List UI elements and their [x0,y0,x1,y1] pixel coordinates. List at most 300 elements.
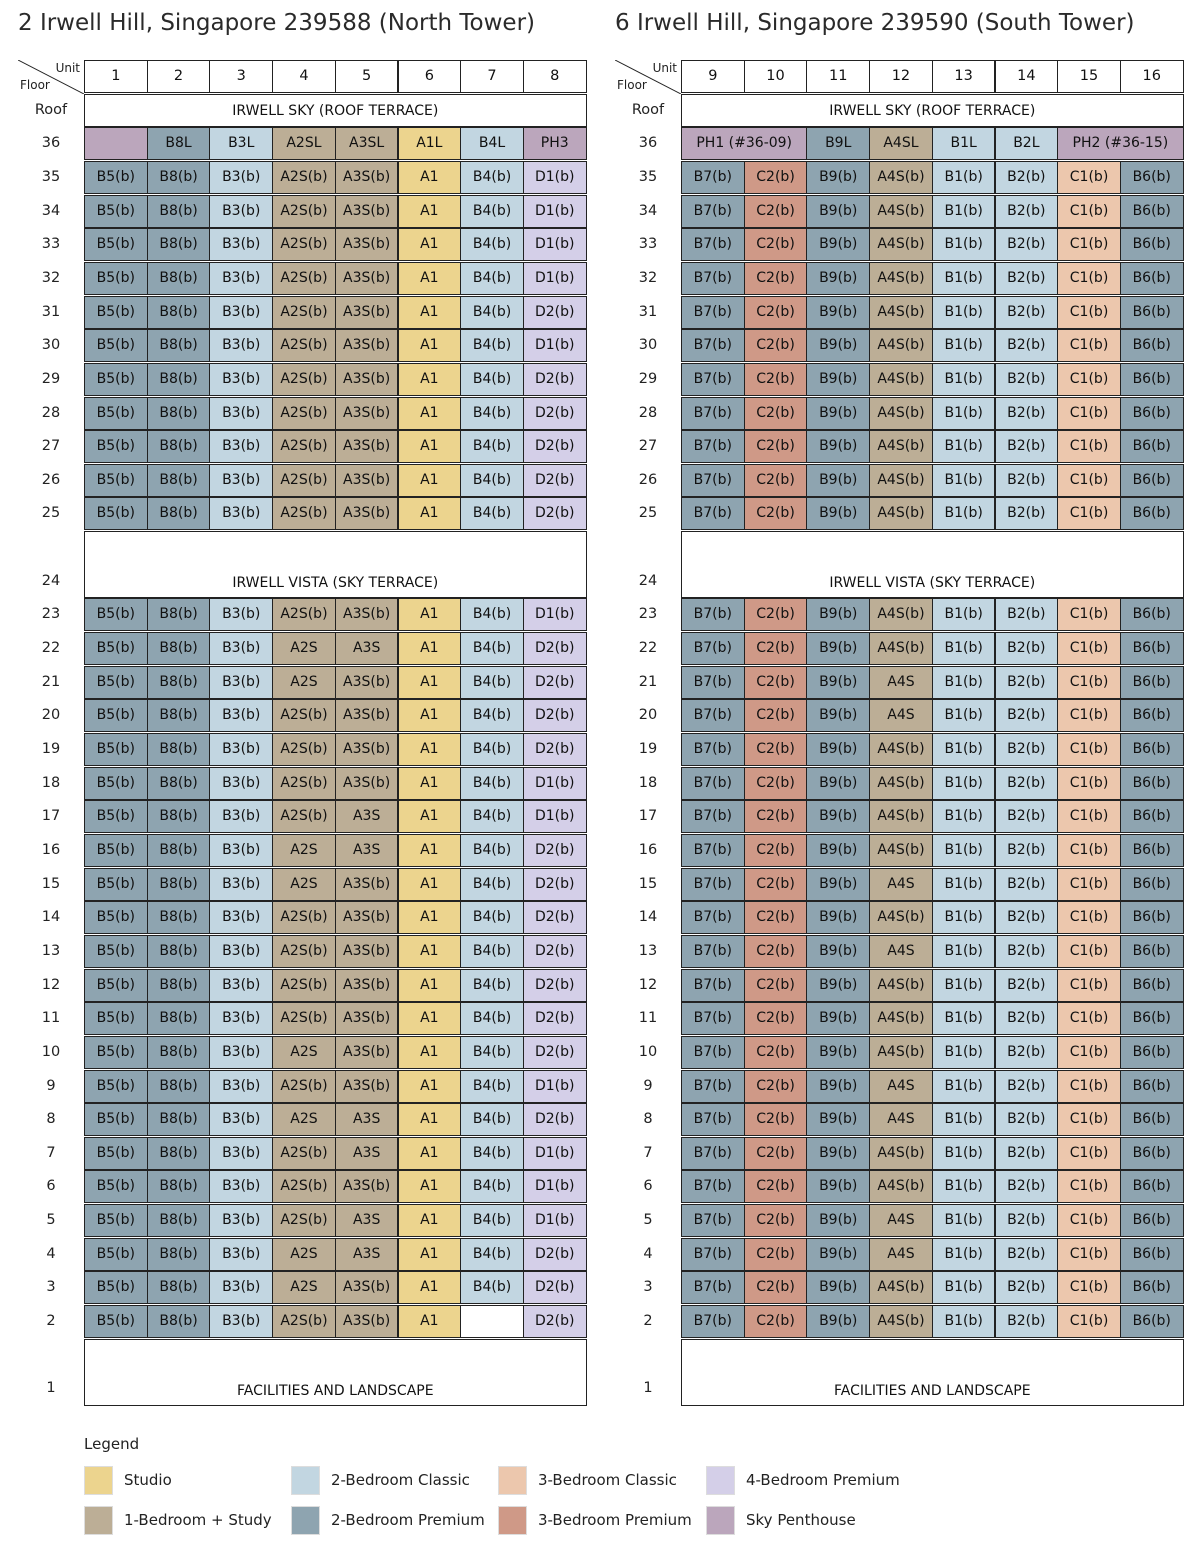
unit-cell: A2S(b) [272,497,336,530]
unit-cell: B9(b) [806,598,870,631]
unit-cell: A4S(b) [869,497,933,530]
unit-cell: B8(b) [147,699,211,732]
floor-number: 21 [638,673,658,690]
unit-cell: C2(b) [744,767,808,800]
unit-cell: D2(b) [523,666,587,699]
floor-number: 2 [46,1313,56,1330]
unit-cell: B5(b) [84,430,148,463]
unit-cell: B5(b) [84,868,148,901]
unit-cell: D1(b) [523,1204,587,1237]
unit-cell: A4S(b) [869,195,933,228]
unit-cell: PH3 [523,127,587,160]
floor-number: 28 [638,404,658,421]
unit-cell: C2(b) [744,262,808,295]
unit-cell: B6(b) [1120,1305,1184,1338]
unit-cell: C2(b) [744,868,808,901]
floor-row [615,329,1183,362]
floor-row [615,497,1183,530]
unit-cell: B1(b) [932,195,996,228]
unit-number: 8 [523,60,587,93]
floor-number: 30 [41,337,61,354]
floor-number: 21 [41,673,61,690]
unit-cell: B6(b) [1120,868,1184,901]
unit-cell: B3(b) [209,1103,273,1136]
unit-cell: B7(b) [681,1170,745,1203]
unit-cell: B9(b) [806,329,870,362]
unit-cell: C1(b) [1057,430,1121,463]
unit-cell: C1(b) [1057,1170,1121,1203]
unit-cell: A2S(b) [272,161,336,194]
floor-number: 33 [41,236,61,253]
floor-row [18,1002,586,1035]
unit-cell: A1 [398,1305,462,1338]
unit-cell: A4S [869,666,933,699]
unit-cell: C2(b) [744,1204,808,1237]
unit-cell: B9(b) [806,195,870,228]
unit-number: 7 [460,60,524,93]
unit-cell: B4(b) [460,767,524,800]
unit-cell: B4(b) [460,1103,524,1136]
unit-cell: B8(b) [147,363,211,396]
unit-cell: A1 [398,228,462,261]
unit-cell: B2(b) [995,666,1059,699]
unit-cell: A2S(b) [272,901,336,934]
unit-cell: A2S [272,1103,336,1136]
unit-cell: B4(b) [460,464,524,497]
unit-cell: D2(b) [523,733,587,766]
floor-row [18,1036,586,1069]
unit-cell: B9(b) [806,1204,870,1237]
unit-cell: D2(b) [523,868,587,901]
legend-swatch [706,1466,735,1495]
roof-terrace-band-label: IRWELL SKY (ROOF TERRACE) [232,103,439,120]
unit-cell: B1(b) [932,363,996,396]
legend-item-4bp [706,1466,916,1496]
unit-cell: C1(b) [1057,296,1121,329]
unit-cell: A1 [398,868,462,901]
legend-item-3bp [498,1506,708,1536]
unit-cell: B3(b) [209,1137,273,1170]
unit-cell: B1(b) [932,598,996,631]
unit-cell: A4S(b) [869,161,933,194]
unit-cell: B8L [147,127,211,160]
unit-cell: D1(b) [523,161,587,194]
unit-cell: C1(b) [1057,1036,1121,1069]
unit-cell: B4(b) [460,935,524,968]
unit-cell: A2S(b) [272,195,336,228]
floor-number: 29 [41,370,61,387]
unit-cell: B6(b) [1120,699,1184,732]
unit-cell: A3S [335,1238,399,1271]
floor-row [18,262,586,295]
legend-item-3bc [498,1466,708,1496]
unit-cell: B2(b) [995,329,1059,362]
unit-cell: B3(b) [209,161,273,194]
unit-cell: A4S(b) [869,464,933,497]
unit-cell: B5(b) [84,935,148,968]
unit-cell: A4S(b) [869,296,933,329]
unit-axis-label: Unit [652,61,677,75]
unit-cell: C2(b) [744,1305,808,1338]
unit-number: 16 [1120,60,1184,93]
facilities-band [84,1339,587,1406]
floor-row [18,1103,586,1136]
unit-cell: A2S(b) [272,1170,336,1203]
unit-cell: B8(b) [147,598,211,631]
unit-cell: A1 [398,1070,462,1103]
floor-row [615,161,1183,194]
legend-label: 3-Bedroom Premium [538,1511,692,1529]
unit-cell: B7(b) [681,497,745,530]
unit-cell: B2(b) [995,161,1059,194]
unit-cell: C1(b) [1057,666,1121,699]
unit-cell: C2(b) [744,363,808,396]
unit-cell: C2(b) [744,228,808,261]
unit-cell: B6(b) [1120,363,1184,396]
unit-cell: B7(b) [681,195,745,228]
unit-cell: B3(b) [209,363,273,396]
unit-cell: A4S(b) [869,397,933,430]
unit-cell: A1 [398,195,462,228]
unit-cell: B1(b) [932,161,996,194]
floor-number: 18 [638,774,658,791]
unit-cell: B3(b) [209,296,273,329]
unit-cell: A3S(b) [335,1271,399,1304]
unit-cell: B8(b) [147,262,211,295]
floor-row [18,699,586,732]
unit-cell: B3(b) [209,464,273,497]
floor-number: 26 [41,471,61,488]
unit-cell: A2S(b) [272,699,336,732]
tower-title: 6 Irwell Hill, Singapore 239590 (South Tower) [615,10,1135,36]
floor-number: 8 [643,1111,653,1128]
unit-cell: B8(b) [147,800,211,833]
unit-cell: A3S [335,834,399,867]
floor-number: 1 [46,1380,56,1397]
unit-cell: D2(b) [523,397,587,430]
unit-number: 3 [209,60,273,93]
unit-cell: B5(b) [84,1170,148,1203]
unit-cell: B6(b) [1120,397,1184,430]
unit-cell: B9(b) [806,969,870,1002]
floor-number: 11 [41,1010,61,1027]
floor-row [615,430,1183,463]
unit-cell: C2(b) [744,1002,808,1035]
unit-cell: B4(b) [460,262,524,295]
unit-cell: A1 [398,666,462,699]
unit-cell: B1(b) [932,868,996,901]
unit-cell: B8(b) [147,1170,211,1203]
unit-cell: B9(b) [806,1238,870,1271]
floor-number: 19 [638,741,658,757]
unit-cell: B3(b) [209,262,273,295]
unit-cell: B4(b) [460,1137,524,1170]
unit-cell: A2S(b) [272,262,336,295]
unit-cell: D1(b) [523,262,587,295]
floor-number: 4 [46,1245,56,1262]
unit-cell: B1(b) [932,1070,996,1103]
unit-cell: A1 [398,430,462,463]
unit-cell: B2(b) [995,430,1059,463]
unit-cell: A2S(b) [272,430,336,463]
floor-number: 8 [46,1111,56,1128]
unit-cell: A3S [335,632,399,665]
unit-cell: B6(b) [1120,800,1184,833]
unit-cell: B5(b) [84,161,148,194]
unit-cell: B7(b) [681,1002,745,1035]
legend-label: Studio [124,1471,172,1489]
unit-cell: C2(b) [744,666,808,699]
unit-cell: A1 [398,969,462,1002]
unit-cell: B3(b) [209,969,273,1002]
unit-cell: A2S(b) [272,228,336,261]
unit-cell: PH2 (#36-15) [1057,127,1183,160]
unit-cell: B3(b) [209,430,273,463]
floor-row [615,800,1183,833]
unit-cell: C1(b) [1057,262,1121,295]
unit-cell: B2(b) [995,464,1059,497]
unit-cell: A3S(b) [335,363,399,396]
unit-cell: D2(b) [523,632,587,665]
floor-number: 22 [41,640,61,657]
unit-cell: B5(b) [84,969,148,1002]
legend-swatch [291,1506,320,1535]
unit-cell: B7(b) [681,800,745,833]
unit-cell: C2(b) [744,632,808,665]
floor-number: 7 [46,1144,56,1161]
floor-row [615,1238,1183,1271]
unit-cell: A3S [335,1204,399,1237]
unit-cell: A3S(b) [335,1170,399,1203]
unit-cell: C2(b) [744,1137,808,1170]
floor-row [615,363,1183,396]
floor-number: 9 [643,1077,653,1094]
unit-cell: B7(b) [681,901,745,934]
unit-cell: A4S(b) [869,262,933,295]
unit-cell: A1 [398,598,462,631]
unit-cell: A3S [335,1137,399,1170]
floor-row [18,901,586,934]
unit-number: 13 [932,60,996,93]
unit-cell: B1(b) [932,296,996,329]
unit-cell: A1 [398,1271,462,1304]
floor-number: 35 [638,168,658,185]
unit-cell: B4(b) [460,1271,524,1304]
unit-cell: B9(b) [806,1271,870,1304]
unit-cell: B9(b) [806,699,870,732]
unit-cell: B8(b) [147,296,211,329]
unit-cell: B8(b) [147,497,211,530]
sky-terrace-band-label: IRWELL VISTA (SKY TERRACE) [829,575,1036,592]
floor-number: 10 [638,1043,658,1060]
unit-cell: B3(b) [209,632,273,665]
floor-row [18,397,586,430]
unit-cell: A1 [398,1204,462,1237]
unit-cell: A3S(b) [335,397,399,430]
floor-row [615,127,1183,160]
floor-row [18,1070,586,1103]
unit-cell [460,1305,524,1338]
unit-cell: B5(b) [84,699,148,732]
unit-number: 12 [869,60,933,93]
roof-terrace-band [84,94,587,128]
unit-cell: B2(b) [995,767,1059,800]
unit-cell: B6(b) [1120,901,1184,934]
unit-cell: A3S(b) [335,699,399,732]
floor-number: 29 [638,370,658,387]
unit-cell: A2S(b) [272,329,336,362]
floor-number: 12 [638,976,658,993]
floor-row [18,497,586,530]
floor-number: 18 [41,774,61,791]
unit-cell: A1 [398,935,462,968]
unit-cell: A2SL [272,127,336,160]
floor-row [615,1271,1183,1304]
unit-cell: B4(b) [460,901,524,934]
unit-cell: A2S(b) [272,767,336,800]
unit-cell: A1 [398,161,462,194]
legend-item-sky [706,1506,916,1536]
unit-cell: B3(b) [209,800,273,833]
unit-cell: PH1 (#36-09) [681,127,807,160]
unit-cell: B1(b) [932,1271,996,1304]
floor-row [615,935,1183,968]
floor-number: 20 [41,707,61,724]
unit-cell: C1(b) [1057,497,1121,530]
unit-cell: B6(b) [1120,834,1184,867]
unit-cell: B7(b) [681,430,745,463]
unit-cell: B5(b) [84,1305,148,1338]
unit-cell: A2S(b) [272,464,336,497]
unit-cell: A4S(b) [869,1036,933,1069]
unit-cell: B4(b) [460,497,524,530]
unit-cell: C1(b) [1057,834,1121,867]
unit-cell: A2S [272,666,336,699]
legend-swatch [498,1506,527,1535]
unit-cell: B3(b) [209,329,273,362]
unit-cell: B8(b) [147,1070,211,1103]
unit-cell: B1(b) [932,733,996,766]
unit-cell [84,127,148,160]
floor-number: 6 [46,1178,56,1195]
floor-number: 9 [46,1077,56,1094]
unit-cell: A1 [398,363,462,396]
unit-cell: B7(b) [681,464,745,497]
legend-item-2bc [291,1466,501,1496]
unit-cell: D2(b) [523,1036,587,1069]
unit-cell: B2(b) [995,262,1059,295]
unit-cell: A1 [398,767,462,800]
unit-cell: B9(b) [806,632,870,665]
unit-cell: B6(b) [1120,598,1184,631]
unit-cell: C2(b) [744,430,808,463]
unit-cell: B1(b) [932,1204,996,1237]
unit-cell: A2S [272,1036,336,1069]
legend-label: 3-Bedroom Classic [538,1471,677,1489]
unit-cell: D2(b) [523,497,587,530]
floor-row [18,767,586,800]
unit-cell: B6(b) [1120,1238,1184,1271]
unit-cell: B2(b) [995,195,1059,228]
unit-cell: B2(b) [995,1137,1059,1170]
unit-cell: B3(b) [209,666,273,699]
unit-cell: A3S(b) [335,1036,399,1069]
unit-cell: B4(b) [460,699,524,732]
unit-cell: A1 [398,1103,462,1136]
unit-cell: B4(b) [460,666,524,699]
unit-cell: A2S(b) [272,363,336,396]
unit-cell: C2(b) [744,1238,808,1271]
unit-cell: B1(b) [932,430,996,463]
unit-cell: A1 [398,397,462,430]
floor-number: Roof [631,101,665,118]
floor-row [615,1305,1183,1338]
unit-cell: B8(b) [147,1036,211,1069]
unit-floor-corner [18,60,84,93]
unit-cell: D2(b) [523,834,587,867]
floor-row [18,969,586,1002]
unit-cell: B2(b) [995,1002,1059,1035]
unit-cell: B9(b) [806,1103,870,1136]
unit-cell: A2S [272,632,336,665]
unit-cell: B6(b) [1120,1137,1184,1170]
unit-cell: B6(b) [1120,1103,1184,1136]
unit-cell: B1(b) [932,1170,996,1203]
unit-cell: C2(b) [744,834,808,867]
unit-cell: B7(b) [681,161,745,194]
unit-cell: C1(b) [1057,868,1121,901]
unit-cell: D1(b) [523,1137,587,1170]
unit-cell: B6(b) [1120,666,1184,699]
unit-cell: A3SL [335,127,399,160]
unit-cell: B8(b) [147,195,211,228]
unit-cell: B8(b) [147,1271,211,1304]
floor-row [18,666,586,699]
floor-number: 35 [41,168,61,185]
unit-cell: B8(b) [147,969,211,1002]
unit-cell: B5(b) [84,632,148,665]
floor-number: 16 [638,841,658,858]
unit-cell: C1(b) [1057,397,1121,430]
unit-cell: B5(b) [84,733,148,766]
unit-cell: A2S(b) [272,800,336,833]
unit-cell: D2(b) [523,1305,587,1338]
floor-row [18,1137,586,1170]
unit-cell: A4S [869,1238,933,1271]
unit-cell: C2(b) [744,296,808,329]
unit-cell: A1 [398,464,462,497]
sky-terrace-band [84,531,587,598]
floor-row [615,1036,1183,1069]
floor-number: 7 [643,1144,653,1161]
unit-cell: B2(b) [995,800,1059,833]
unit-cell: B9(b) [806,1137,870,1170]
unit-cell: A1 [398,497,462,530]
unit-cell: B5(b) [84,901,148,934]
legend-label: Sky Penthouse [746,1511,856,1529]
unit-cell: B5(b) [84,767,148,800]
unit-cell: A3S(b) [335,767,399,800]
unit-cell: C2(b) [744,195,808,228]
floor-row [615,868,1183,901]
unit-cell: B7(b) [681,1070,745,1103]
floor-number: 36 [638,135,658,152]
unit-cell: B7(b) [681,1103,745,1136]
unit-cell: B6(b) [1120,733,1184,766]
tower-title: 2 Irwell Hill, Singapore 239588 (North Tower) [18,10,535,36]
unit-cell: B5(b) [84,363,148,396]
unit-cell: B9(b) [806,666,870,699]
